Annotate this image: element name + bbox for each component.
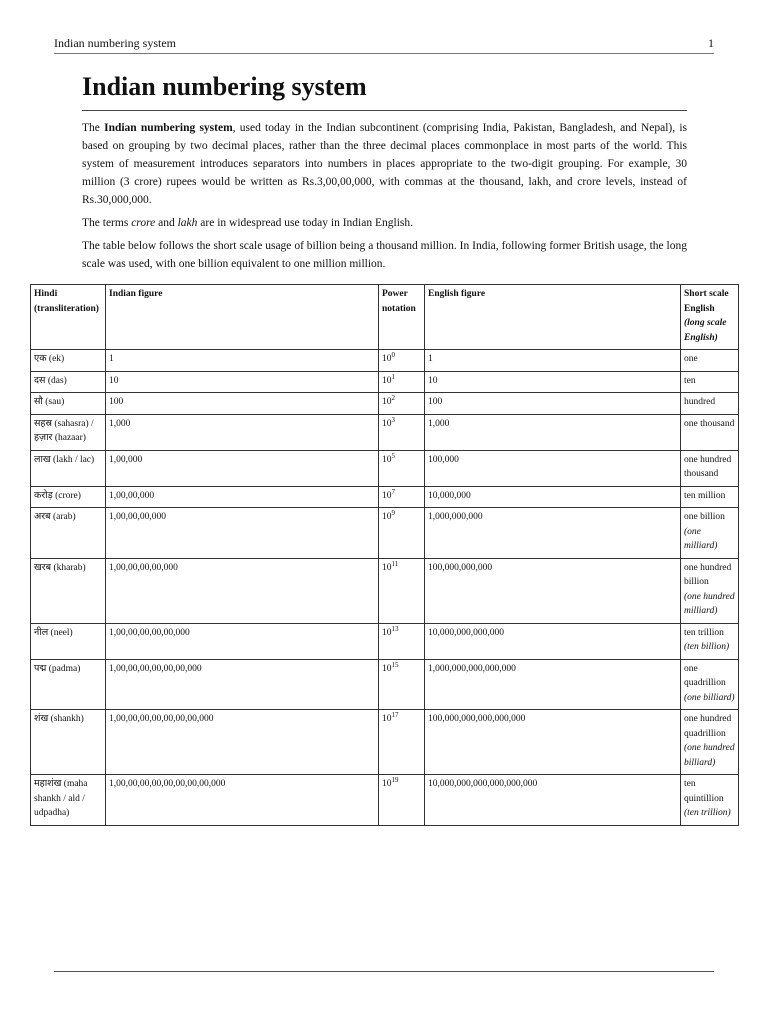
- table-row: [31, 508, 739, 559]
- cell-english-figure: 100,000,000,000: [425, 558, 681, 623]
- cell-indian-figure: 10: [106, 371, 379, 393]
- power-base: 10: [382, 354, 392, 364]
- intro-bold-term: Indian numbering system: [104, 122, 233, 134]
- table-row: [31, 710, 739, 775]
- cell-scale-name: [681, 486, 739, 508]
- cell-power-notation: [379, 350, 425, 372]
- header-indian-figure: Indian figure: [106, 285, 379, 350]
- cell-indian-figure: 1,00,00,00,00,00,00,00,000: [106, 710, 379, 775]
- cell-hindi: नील (neel): [31, 623, 106, 659]
- header-divider: [54, 53, 714, 54]
- intro-before: The: [82, 122, 105, 134]
- cell-hindi: पद्म (padma): [31, 659, 106, 710]
- table-body: [31, 350, 739, 826]
- cell-power-notation: [379, 558, 425, 623]
- table-row: [31, 414, 739, 450]
- cell-hindi: सहस्र (sahasra) / हज़ार (hazaar): [31, 414, 106, 450]
- power-base: 10: [382, 512, 392, 522]
- short-scale-name: one: [684, 354, 698, 364]
- power-exponent: 7: [391, 487, 395, 496]
- table-header-row: [31, 285, 739, 350]
- power-exponent: 0: [391, 350, 395, 359]
- cell-scale-name: [681, 414, 739, 450]
- terms-part3: are in widespread use today in Indian English.: [197, 217, 413, 229]
- term-crore: crore: [131, 217, 156, 229]
- cell-scale-name: [681, 775, 739, 826]
- cell-power-notation: [379, 371, 425, 393]
- cell-indian-figure: 1,000: [106, 414, 379, 450]
- header-hindi: Hindi (transliteration): [31, 285, 106, 350]
- power-exponent: 3: [391, 415, 395, 424]
- power-base: 10: [382, 418, 392, 429]
- numbering-table: [30, 284, 739, 826]
- title-divider: [82, 110, 687, 111]
- intro-after: , used today in the Indian subcontinent (comprising India, Pakistan, Bangladesh, and Nepal), is based on grouping by two decimal places, rather than the three decimal places commonplace in most parts of the world. This system of measurement introduces separators into numbers in places appropriate to the two-digit grouping. For example, 30 million (3 crore) rupees would be written as Rs.3,00,00,000, with commas at the thousand, lakh, and crore levels, instead of Rs.30,000,000.: [82, 122, 687, 206]
- power-exponent: 19: [391, 775, 399, 784]
- table-row: [31, 450, 739, 486]
- cell-indian-figure: 1,00,00,00,00,000: [106, 558, 379, 623]
- power-exponent: 9: [391, 508, 395, 517]
- cell-power-notation: [379, 710, 425, 775]
- cell-hindi: दस (das): [31, 371, 106, 393]
- power-base: 10: [382, 562, 392, 573]
- cell-power-notation: [379, 659, 425, 710]
- cell-indian-figure: 1,00,00,00,00,00,00,000: [106, 659, 379, 710]
- header-short-scale: [681, 285, 739, 350]
- cell-english-figure: 1,000: [425, 414, 681, 450]
- table-row: [31, 371, 739, 393]
- table-row: [31, 659, 739, 710]
- long-scale-name: (one hundred billiard): [684, 743, 735, 768]
- table-row: [31, 623, 739, 659]
- cell-indian-figure: 100: [106, 393, 379, 415]
- short-scale-name: ten quintillion: [684, 779, 724, 804]
- power-exponent: 13: [391, 624, 399, 633]
- cell-english-figure: 10,000,000,000,000,000,000: [425, 775, 681, 826]
- power-exponent: 17: [391, 710, 399, 719]
- cell-indian-figure: 1,00,00,000: [106, 486, 379, 508]
- cell-english-figure: 100,000: [425, 450, 681, 486]
- cell-english-figure: 1,000,000,000,000,000: [425, 659, 681, 710]
- term-lakh: lakh: [177, 217, 198, 229]
- table-row: [31, 558, 739, 623]
- short-scale-name: one hundred thousand: [684, 454, 732, 479]
- cell-scale-name: [681, 371, 739, 393]
- cell-scale-name: [681, 350, 739, 372]
- cell-hindi: करोड़ (crore): [31, 486, 106, 508]
- cell-scale-name: [681, 508, 739, 559]
- power-base: 10: [382, 490, 392, 501]
- cell-scale-name: [681, 659, 739, 710]
- short-scale-name: hundred: [684, 397, 716, 407]
- power-base: 10: [382, 454, 392, 465]
- intro-paragraph: [82, 119, 687, 209]
- terms-paragraph: [82, 214, 687, 232]
- header-power-notation: Power notation: [379, 285, 425, 350]
- header-long-scale-label: (long scale English): [684, 318, 727, 343]
- cell-english-figure: 100,000,000,000,000,000: [425, 710, 681, 775]
- cell-english-figure: 10,000,000,000,000: [425, 623, 681, 659]
- cell-english-figure: 1: [425, 350, 681, 372]
- header-english-figure: English figure: [425, 285, 681, 350]
- footer-divider: [54, 971, 714, 972]
- power-exponent: 11: [391, 559, 399, 568]
- power-base: 10: [382, 627, 392, 638]
- short-scale-name: one billion: [684, 512, 725, 522]
- short-scale-name: ten trillion: [684, 627, 724, 638]
- cell-hindi: लाख (lakh / lac): [31, 450, 106, 486]
- cell-scale-name: [681, 393, 739, 415]
- scale-paragraph: The table below follows the short scale usage of billion being a thousand million. In India, following former British usage, the long scale was used, with one billion equivalent to one million million.: [82, 240, 687, 270]
- terms-part2: and: [155, 217, 178, 229]
- cell-power-notation: [379, 486, 425, 508]
- short-scale-name: one quadrillion: [684, 663, 726, 688]
- cell-hindi: महाशंख (maha shankh / ald / udpadha): [31, 775, 106, 826]
- cell-scale-name: [681, 450, 739, 486]
- short-scale-name: one thousand: [684, 418, 735, 429]
- table-row: [31, 393, 739, 415]
- long-scale-name: (ten billion): [684, 642, 730, 652]
- cell-indian-figure: 1,00,00,00,00,00,00,00,00,000: [106, 775, 379, 826]
- cell-english-figure: 10,000,000: [425, 486, 681, 508]
- power-exponent: 1: [391, 372, 395, 381]
- power-base: 10: [382, 663, 392, 674]
- long-scale-name: (one hundred milliard): [684, 591, 735, 616]
- long-scale-name: (one milliard): [684, 526, 718, 551]
- cell-english-figure: 10: [425, 371, 681, 393]
- power-base: 10: [382, 397, 392, 407]
- power-base: 10: [382, 375, 392, 386]
- cell-english-figure: 100: [425, 393, 681, 415]
- power-exponent: 2: [391, 393, 395, 402]
- cell-power-notation: [379, 414, 425, 450]
- cell-hindi: शंख (shankh): [31, 710, 106, 775]
- page-number: 1: [708, 36, 714, 50]
- cell-power-notation: [379, 775, 425, 826]
- cell-power-notation: [379, 508, 425, 559]
- running-header: [54, 36, 714, 51]
- cell-hindi: खरब (kharab): [31, 558, 106, 623]
- short-scale-name: one hundred billion: [684, 562, 732, 587]
- cell-hindi: अरब (arab): [31, 508, 106, 559]
- short-scale-name: ten million: [684, 490, 726, 501]
- cell-indian-figure: 1,00,000: [106, 450, 379, 486]
- power-exponent: 5: [391, 451, 395, 460]
- table-row: [31, 486, 739, 508]
- cell-scale-name: [681, 623, 739, 659]
- table-row: [31, 350, 739, 372]
- table-row: [31, 775, 739, 826]
- long-scale-name: (ten trillion): [684, 808, 731, 818]
- cell-indian-figure: 1,00,00,00,000: [106, 508, 379, 559]
- header-short-scale-label: Short scale English: [684, 289, 729, 314]
- cell-hindi: सौ (sau): [31, 393, 106, 415]
- power-base: 10: [382, 714, 392, 724]
- cell-scale-name: [681, 710, 739, 775]
- cell-hindi: एक (ek): [31, 350, 106, 372]
- long-scale-name: (one billiard): [684, 692, 735, 703]
- cell-power-notation: [379, 450, 425, 486]
- terms-part1: The terms: [82, 217, 132, 229]
- power-base: 10: [382, 779, 392, 789]
- short-scale-name: ten: [684, 375, 696, 386]
- cell-indian-figure: 1,00,00,00,00,00,000: [106, 623, 379, 659]
- cell-indian-figure: 1: [106, 350, 379, 372]
- power-exponent: 15: [391, 660, 399, 669]
- cell-english-figure: 1,000,000,000: [425, 508, 681, 559]
- cell-power-notation: [379, 623, 425, 659]
- cell-scale-name: [681, 558, 739, 623]
- page-title: Indian numbering system: [82, 72, 367, 101]
- cell-power-notation: [379, 393, 425, 415]
- short-scale-name: one hundred quadrillion: [684, 714, 732, 739]
- running-header-title: Indian numbering system: [54, 36, 176, 50]
- article-body: [82, 119, 687, 278]
